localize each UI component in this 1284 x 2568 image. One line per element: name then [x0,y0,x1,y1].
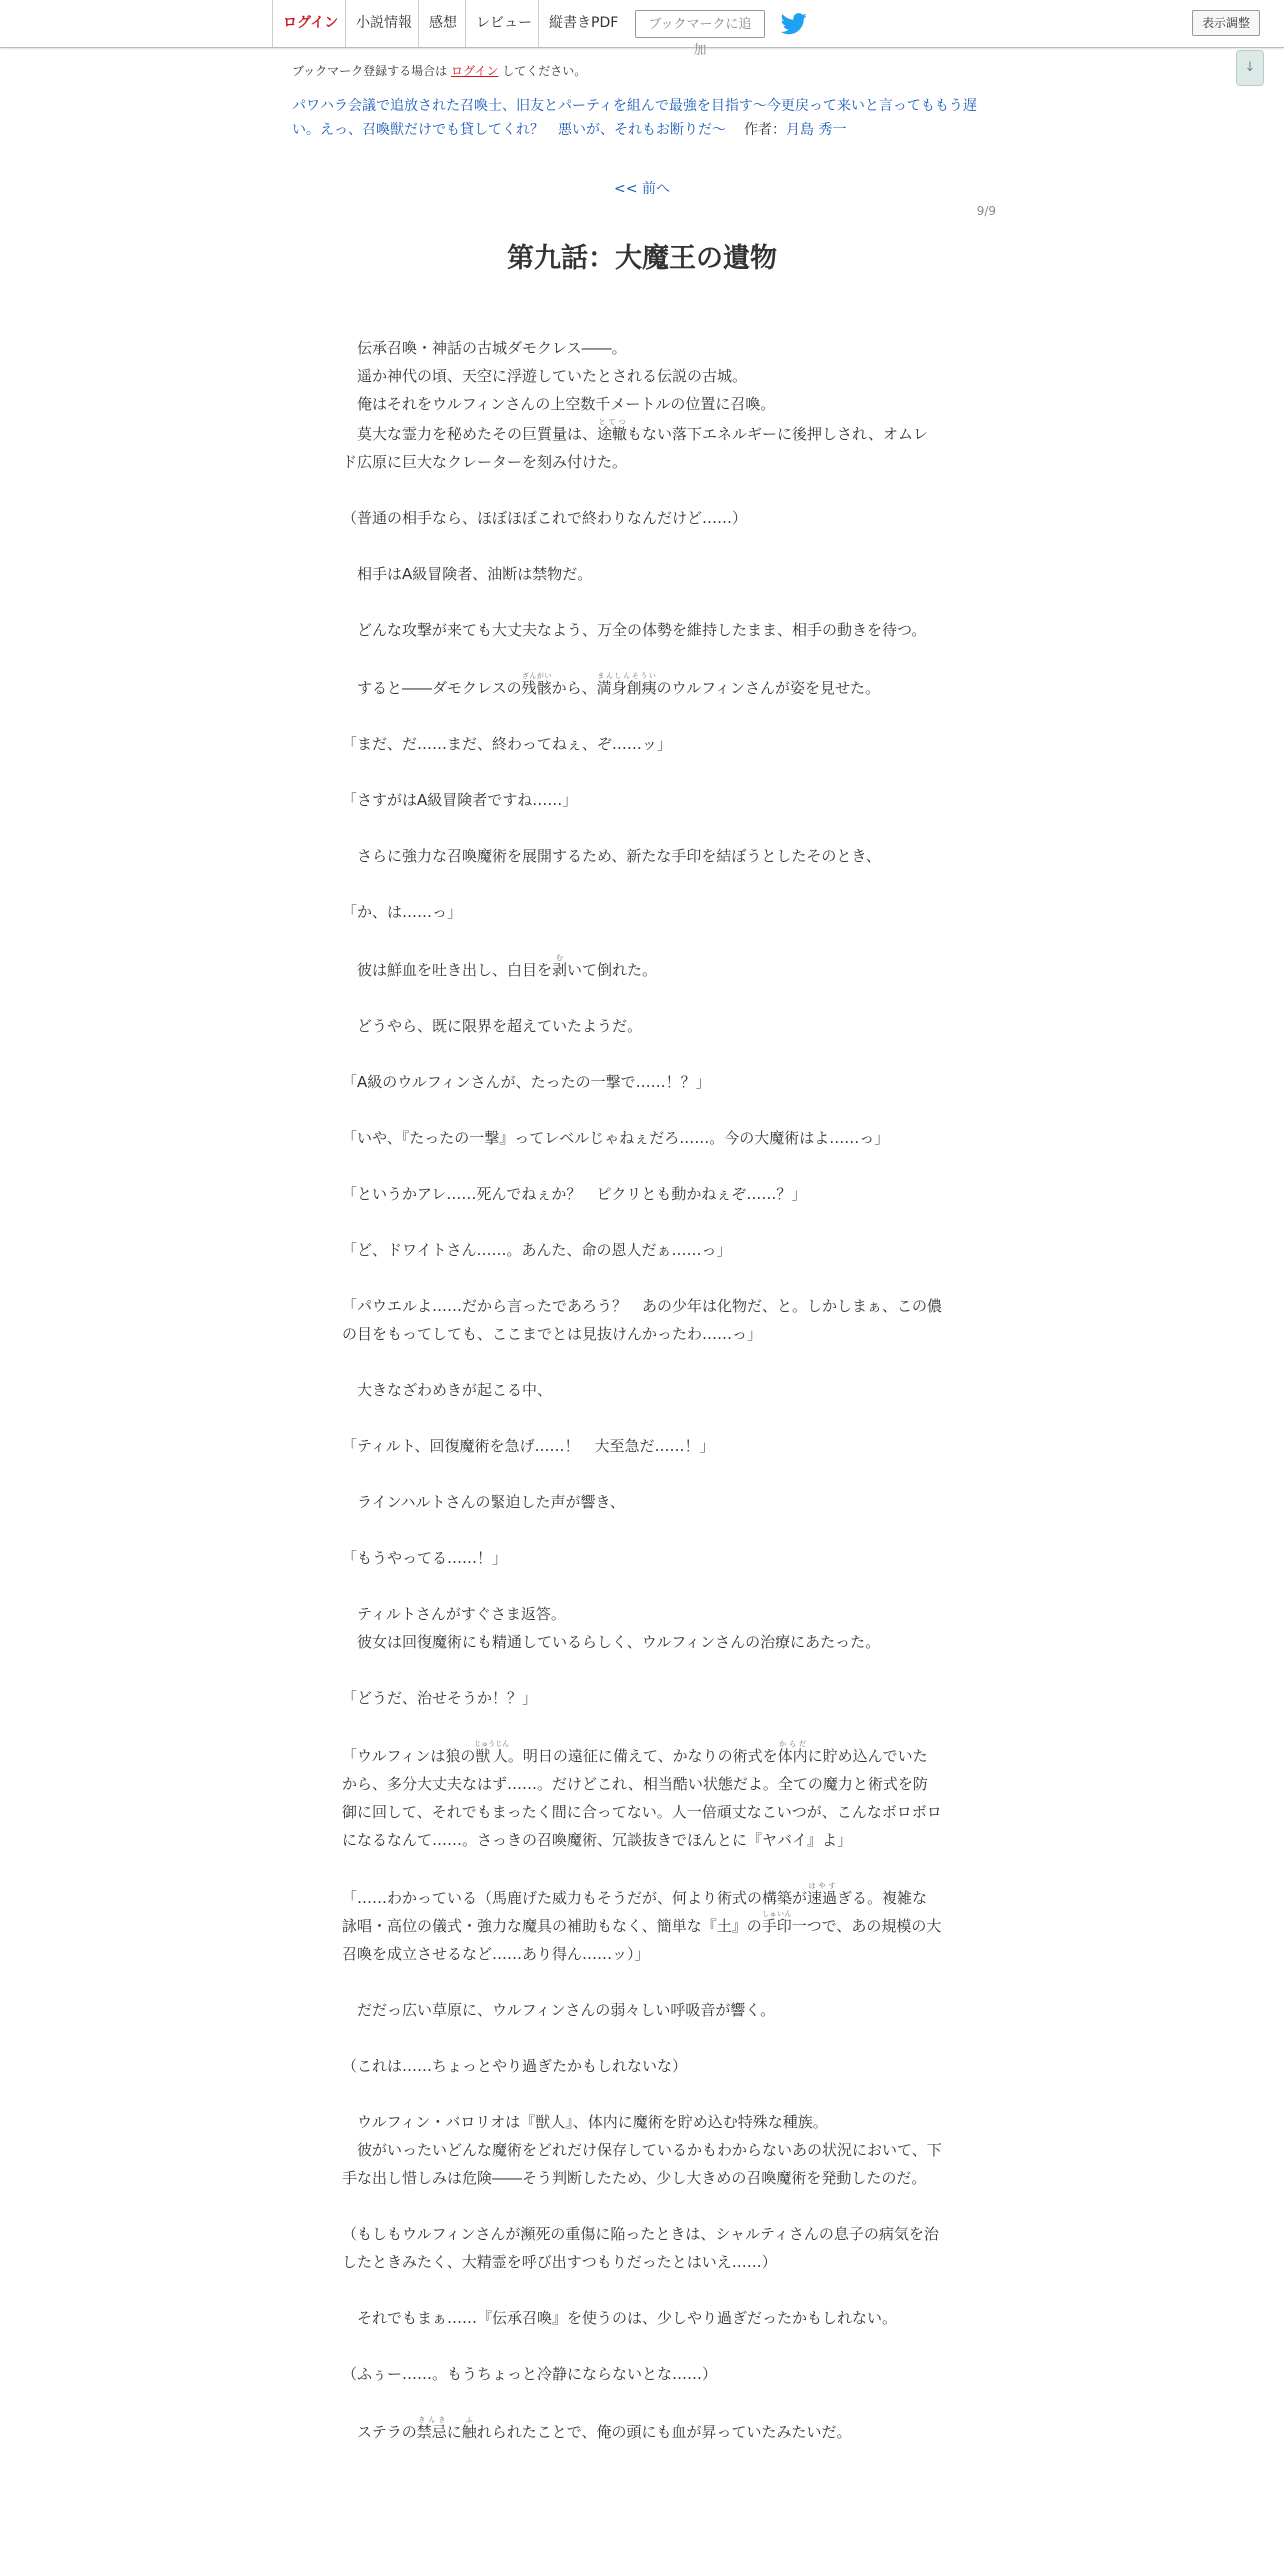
nav-review-link[interactable]: レビュー [465,0,537,47]
body-paragraph: すると――ダモクレスの残骸ざんがいから、満身創痍まんしんそういのウルフィンさんが姿を見せた。 [357,672,880,697]
chapter-title: 第九話：大魔王の遺物 [507,243,777,274]
body-paragraph: 「というかアレ……死んでねぇか？ ピクリとも動かねぇぞ……？」 [342,1185,807,1203]
body-paragraph: （ふぅー……。もうちょっと冷静にならないとな……） [342,2365,718,2383]
body-paragraph: 「……わかっている（馬鹿げた威力もそうだが、何より術式の構築が速過はやすぎる。複雑な詠唱・高位の儀式・強力な魔具の補助もなく、簡単な『土』の手印しゅいん一つで、あの規模の大召喚を成立させるなど……あり得ん……ッ）」 [342,1882,942,1963]
notice-login-link[interactable]: ログイン [451,64,499,78]
body-paragraph: （普通の相手なら、ほぼほぼこれで終わりなんだけど……） [342,509,748,527]
body-paragraph: 「まだ、だ……まだ、終わってねぇ、ぞ……ッ」 [342,735,672,753]
body-paragraph: どんな攻撃が来ても大丈夫なよう、万全の体勢を維持したまま、相手の動きを待つ。 [357,621,927,639]
body-paragraph: どうやら、既に限界を超えていたようだ。 [357,1017,643,1035]
nav-impressions-link[interactable]: 感想 [418,0,464,47]
body-paragraph: 彼がいったいどんな魔術をどれだけ保存しているかもわからないあの状況において、下手な出し惜しみは危険――そう判断したため、少し大きめの召喚魔術を発動したのだ。 [342,2141,942,2187]
top-navigation-bar [0,0,1284,58]
body-paragraph: 「ウルフィンは狼の獣人じゅうじん。明日の遠征に備えて、かなりの術式を体内からだに貯め込んでいたから、多分大丈夫なはず……。だけどこれ、相当酷い状態だよ。全ての魔力と術式を防御に回して、それでもまったく間に合ってない。人一倍頑丈なこいつが、こんなボロボロになるなんて……。さっきの召喚魔術、冗談抜きでほんとに『ヤバイ』よ」 [342,1740,942,1849]
notice-prefix: ブックマーク登録する場合は [292,64,448,78]
scroll-down-arrow-icon[interactable]: ↓ [1236,50,1264,86]
body-paragraph: 「どうだ、治せそうか！？」 [342,1689,538,1707]
body-paragraph: ステラの禁忌きんきに触ふれられたことで、俺の頭にも血が昇っていたみたいだ。 [357,2416,852,2441]
previous-page-link[interactable]: << 前へ [614,181,670,197]
body-paragraph: 大きなざわめきが起こる中、 [357,1381,553,1399]
nav-vertical-pdf-link[interactable]: 縦書きPDF [538,0,624,47]
body-paragraph: ウルフィン・バロリオは『獣人』、体内に魔術を貯め込む特殊な種族。 [357,2113,828,2131]
body-paragraph: 「A級のウルフィンさんが、たったの一撃で……！？」 [342,1073,711,1091]
add-bookmark-button[interactable]: ブックマークに追加 [635,10,765,38]
body-paragraph: 「いや、『たったの一撃』ってレベルじゃねぇだろ……。今の大魔術はよ……っ」 [342,1129,890,1147]
body-paragraph: さらに強力な召喚魔術を展開するため、新たな手印を結ぼうとしたそのとき、 [357,847,881,865]
body-paragraph: 伝承召喚・神話の古城ダモクレス――。 [357,339,627,357]
author-name-link[interactable]: 月島 秀一 [786,122,847,138]
body-paragraph: ティルトさんがすぐさま返答。 [357,1605,566,1623]
display-settings-button[interactable]: 表示調整 [1192,10,1260,36]
nav-novel-info-link[interactable]: 小説情報 [345,0,417,47]
body-paragraph: だだっ広い草原に、ウルフィンさんの弱々しい呼吸音が響く。 [357,2001,776,2019]
body-paragraph: 「か、は……っ」 [342,903,463,921]
body-paragraph: 「さすがはA級冒険者ですね……」 [342,791,578,809]
bookmark-login-notice [292,62,586,79]
notice-suffix: してください。 [502,64,587,78]
body-paragraph: 相手はA級冒険者、油断は禁物だ。 [357,565,593,583]
body-paragraph: 遥か神代の頃、天空に浮遊していたとされる伝説の古城。 [357,367,748,385]
body-paragraph: 「ティルト、回復魔術を急げ……！ 大至急だ……！」 [342,1437,715,1455]
nav-login-link[interactable]: ログイン [272,0,344,47]
page-number: 9/9 [976,204,996,218]
body-paragraph: 彼は鮮血を吐き出し、白目を剥むいて倒れた。 [357,954,658,979]
body-paragraph: ラインハルトさんの緊迫した声が響き、 [357,1493,625,1511]
body-paragraph: （これは……ちょっとやり過ぎたかもしれないな） [342,2057,688,2075]
twitter-bird-icon[interactable] [780,13,808,35]
body-paragraph: 俺はそれをウルフィンさんの上空数千メートルの位置に召喚。 [357,395,776,413]
novel-title-link[interactable]: パワハラ会議で追放された召喚士、旧友とパーティを組んで最強を目指す～今更戻って来いと言ってももう遅い。えっ、召喚獣だけでも貸してくれ？ 悪いが、それもお断りだ～ [292,98,977,138]
body-paragraph: 「ど、ドワイトさん……。あんた、命の恩人だぁ……っ」 [342,1241,732,1259]
body-paragraph: 「もうやってる……！」 [342,1549,508,1567]
author-label: 作者： [744,122,786,138]
body-paragraph: 「パウエルよ……だから言ったであろう？ あの少年は化物だ、と。しかしまぁ、この儂の目をもってしても、ここまでとは見抜けんかったわ……っ」 [342,1297,943,1343]
body-paragraph: （もしもウルフィンさんが瀕死の重傷に陥ったときは、シャルティさんの息子の病気を治したときみたく、大精霊を呼び出すつもりだったとはいえ……） [342,2225,939,2271]
body-paragraph: それでもまぁ……『伝承召喚』を使うのは、少しやり過ぎだったかもしれない。 [357,2309,898,2327]
novel-body-text [342,334,942,2446]
body-paragraph: 彼女は回復魔術にも精通しているらしく、ウルフィンさんの治療にあたった。 [357,1633,881,1651]
body-paragraph: 莫大な霊力を秘めたその巨質量は、途轍とてつもない落下エネルギーに後押しされ、オムレド広原に巨大なクレーターを刻み付けた。 [342,418,928,471]
novel-series-info [292,94,992,142]
